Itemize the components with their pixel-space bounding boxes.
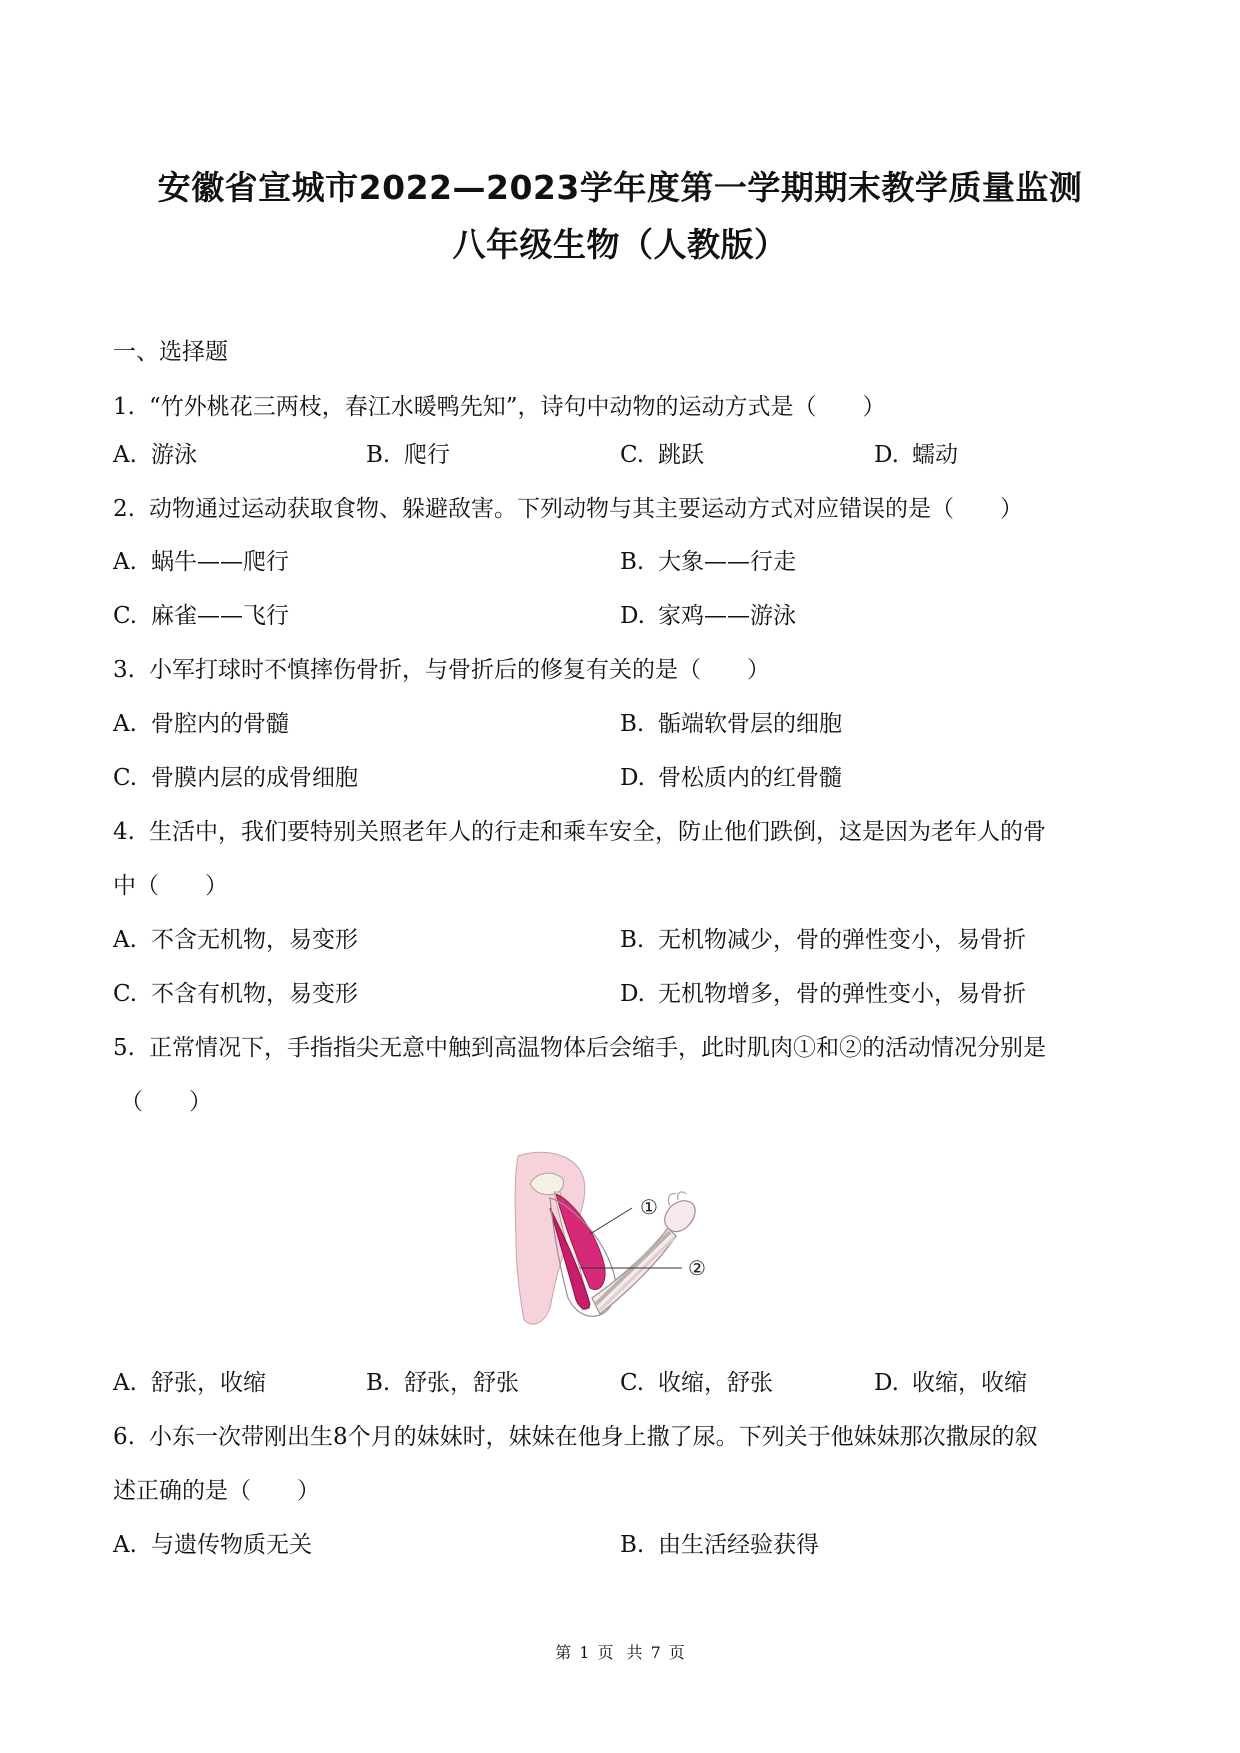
q3-option-d: D. 骨松质内的红骨髓 [620, 765, 842, 791]
q2-option-d: D. 家鸡——游泳 [620, 603, 796, 629]
q2-option-b: B. 大象——行走 [620, 549, 796, 575]
question-number: 6. [113, 1424, 135, 1450]
question-text: 正常情况下，手指指尖无意中触到高温物体后会缩手，此时肌肉①和②的活动情况分别是 [149, 1035, 1046, 1061]
q1-option-c: C. 跳跃 [620, 442, 704, 468]
q5-option-c: C. 收缩，舒张 [620, 1370, 773, 1396]
total-pages: 7 [650, 1643, 661, 1662]
question-number: 5. [113, 1035, 135, 1061]
question-number: 3. [113, 657, 135, 683]
question-number: 1. [113, 394, 135, 420]
q3-option-c: C. 骨膜内层的成骨细胞 [113, 765, 358, 791]
question-number: 4. [113, 819, 135, 845]
question-text: 小东一次带刚出生8个月的妹妹时，妹妹在他身上撒了尿。下列关于他妹妹那次撒尿的叙 [149, 1424, 1038, 1450]
q5-option-a: A. 舒张，收缩 [113, 1370, 266, 1396]
question-4-stem-cont: 中（ ） [113, 873, 228, 899]
q1-option-d: D. 蠕动 [874, 442, 958, 468]
page-footer: 第 1 页 共 7 页 [555, 1643, 685, 1662]
q1-option-a: A. 游泳 [113, 442, 197, 468]
q2-option-c: C. 麻雀——飞行 [113, 603, 289, 629]
q3-option-b: B. 骺端软骨层的细胞 [620, 711, 842, 737]
question-5-stem [113, 1029, 1046, 1062]
question-5-stem-cont: （ ） [120, 1089, 212, 1115]
figure-label-1 [640, 1195, 658, 1219]
question-text: “竹外桃花三两枝，春江水暖鸭先知”，诗句中动物的运动方式是（ ） [149, 394, 886, 420]
question-6-stem [113, 1418, 1038, 1451]
question-text: 生活中，我们要特别关照老年人的行走和乘车安全，防止他们跌倒，这是因为老年人的骨 [149, 819, 1046, 845]
exam-title-line2: 八年级生物（人教版） [452, 225, 788, 264]
question-2-stem [113, 490, 1023, 523]
arm-muscle-figure [510, 1148, 730, 1330]
q3-option-a: A. 骨腔内的骨髓 [113, 711, 289, 737]
q6-option-a: A. 与遗传物质无关 [113, 1532, 312, 1558]
question-4-stem [113, 813, 1046, 846]
section-heading: 一、选择题 [113, 339, 228, 365]
question-3-stem [113, 651, 770, 684]
svg-text:②: ② [688, 1256, 706, 1280]
q1-option-b: B. 爬行 [366, 442, 450, 468]
svg-text:①: ① [640, 1195, 658, 1219]
figure-label-2 [688, 1256, 706, 1280]
q4-option-b: B. 无机物减少，骨的弹性变小，易骨折 [620, 927, 1026, 953]
question-number: 2. [113, 496, 135, 522]
q2-option-a: A. 蜗牛——爬行 [113, 549, 289, 575]
q5-option-d: D. 收缩，收缩 [874, 1370, 1027, 1396]
question-1-stem [113, 388, 886, 421]
question-text: 动物通过运动获取食物、躲避敌害。下列动物与其主要运动方式对应错误的是（ ） [149, 496, 1023, 522]
q4-option-a: A. 不含无机物，易变形 [113, 927, 358, 953]
q4-option-d: D. 无机物增多，骨的弹性变小，易骨折 [620, 981, 1026, 1007]
exam-title-line1: 安徽省宣城市2022—2023学年度第一学期期末教学质量监测 [157, 168, 1083, 207]
question-text: 小军打球时不慎摔伤骨折，与骨折后的修复有关的是（ ） [149, 657, 770, 683]
question-6-stem-cont: 述正确的是（ ） [113, 1478, 320, 1504]
q6-option-b: B. 由生活经验获得 [620, 1532, 819, 1558]
q4-option-c: C. 不含有机物，易变形 [113, 981, 358, 1007]
page-number: 1 [579, 1643, 590, 1662]
q5-option-b: B. 舒张，舒张 [366, 1370, 519, 1396]
